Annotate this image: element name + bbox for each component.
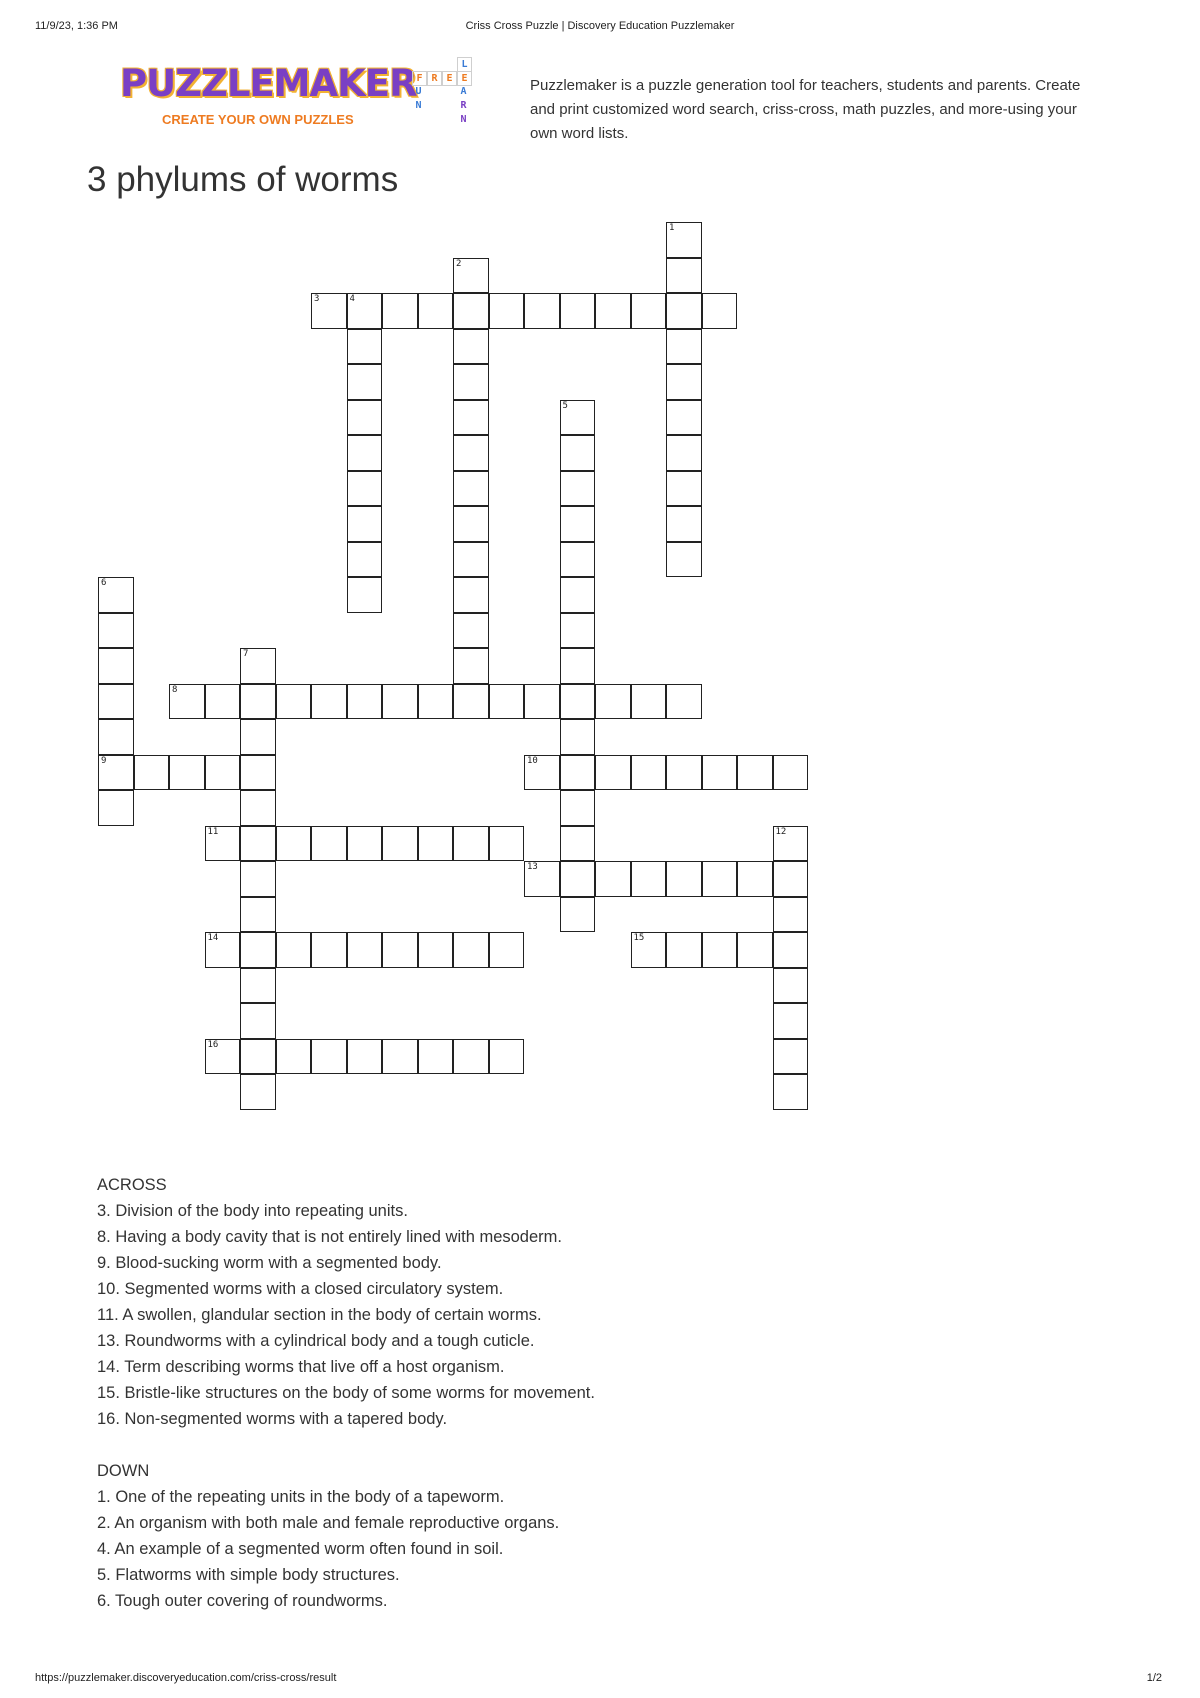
grid-cell[interactable] xyxy=(631,932,667,968)
grid-cell[interactable] xyxy=(773,897,809,933)
grid-cell[interactable] xyxy=(240,826,276,862)
badge-letter: A xyxy=(460,86,467,97)
grid-cell[interactable] xyxy=(773,826,809,862)
badge-letter: E xyxy=(442,71,457,86)
page-title: 3 phylums of worms xyxy=(87,160,399,199)
grid-cell[interactable] xyxy=(453,329,489,365)
grid-cell[interactable] xyxy=(347,826,383,862)
across-clue-list xyxy=(97,1198,595,1432)
grid-cell[interactable] xyxy=(773,968,809,1004)
grid-cell[interactable] xyxy=(489,1039,525,1075)
clue-number: 5 xyxy=(562,400,568,411)
grid-cell[interactable] xyxy=(418,826,454,862)
grid-cell[interactable] xyxy=(240,684,276,720)
grid-cell[interactable] xyxy=(240,790,276,826)
grid-cell[interactable] xyxy=(773,1039,809,1075)
clue-number: 16 xyxy=(207,1039,219,1050)
browser-header-title: Criss Cross Puzzle | Discovery Education Puzzlemaker xyxy=(465,20,735,32)
grid-cell[interactable] xyxy=(453,577,489,613)
grid-cell[interactable] xyxy=(134,755,170,791)
grid-cell[interactable] xyxy=(773,1074,809,1110)
clue-number: 12 xyxy=(775,826,787,837)
grid-cell[interactable] xyxy=(311,932,347,968)
grid-cell[interactable] xyxy=(347,1039,383,1075)
grid-cell[interactable] xyxy=(560,506,596,542)
intro-text: Puzzlemaker is a puzzle generation tool for teachers, students and parents. Create and print customized word search, criss-cross, math puzzles, and more-using your own word lists. xyxy=(530,77,1081,142)
across-clue: 16. Non-segmented worms with a tapered body. xyxy=(97,1410,448,1428)
badge-letter: E xyxy=(457,71,472,86)
grid-cell[interactable] xyxy=(311,684,347,720)
down-clue-list xyxy=(97,1484,595,1614)
grid-cell[interactable] xyxy=(98,719,134,755)
grid-cell[interactable] xyxy=(169,684,205,720)
clue-number: 8 xyxy=(172,684,178,695)
grid-cell[interactable] xyxy=(773,1003,809,1039)
grid-cell[interactable] xyxy=(631,684,667,720)
grid-cell[interactable] xyxy=(347,684,383,720)
grid-cell[interactable] xyxy=(311,826,347,862)
grid-cell[interactable] xyxy=(98,684,134,720)
grid-cell[interactable] xyxy=(666,222,702,258)
clue-number: 7 xyxy=(243,649,249,659)
grid-cell[interactable] xyxy=(595,755,631,791)
clue-number: 3 xyxy=(314,294,320,304)
grid-cell[interactable] xyxy=(382,826,418,862)
clue-number: 10 xyxy=(527,755,538,766)
grid-cell[interactable] xyxy=(98,648,134,684)
clue-number: 2 xyxy=(456,258,462,269)
grid-cell[interactable] xyxy=(347,293,383,329)
grid-cell[interactable] xyxy=(453,613,489,649)
grid-cell[interactable] xyxy=(240,719,276,755)
grid-cell[interactable] xyxy=(702,932,738,968)
grid-cell[interactable] xyxy=(631,755,667,791)
grid-cell[interactable] xyxy=(347,364,383,400)
grid-cell[interactable] xyxy=(702,755,738,791)
grid-cell[interactable] xyxy=(382,293,418,329)
grid-cell[interactable] xyxy=(560,790,596,826)
grid-cell[interactable] xyxy=(560,293,596,329)
grid-cell[interactable] xyxy=(666,329,702,365)
grid-cell[interactable] xyxy=(276,932,312,968)
puzzlemaker-logo[interactable] xyxy=(120,62,417,132)
across-clue: 9. Blood-sucking worm with a segmented body. xyxy=(97,1254,442,1272)
across-clue: 8. Having a body cavity that is not entirely lined with mesoderm. xyxy=(97,1228,562,1246)
browser-footer-page-number: 1/2 xyxy=(1146,1672,1162,1684)
grid-cell[interactable] xyxy=(560,577,596,613)
grid-cell[interactable] xyxy=(666,364,702,400)
grid-cell[interactable] xyxy=(453,471,489,507)
clues-section xyxy=(97,1172,595,1614)
grid-cell[interactable] xyxy=(560,648,596,684)
grid-cell[interactable] xyxy=(560,826,596,862)
grid-cell[interactable] xyxy=(453,506,489,542)
grid-cell[interactable] xyxy=(276,1039,312,1075)
grid-cell[interactable] xyxy=(737,755,773,791)
grid-cell[interactable] xyxy=(240,648,276,684)
grid-cell[interactable] xyxy=(560,861,596,897)
grid-cell[interactable] xyxy=(560,719,596,755)
down-clue: 4. An example of a segmented worm often found in soil. xyxy=(97,1540,504,1558)
grid-cell[interactable] xyxy=(205,755,241,791)
grid-cell[interactable] xyxy=(666,293,702,329)
clue-number: 11 xyxy=(207,826,219,837)
grid-cell[interactable] xyxy=(666,471,702,507)
grid-cell[interactable] xyxy=(418,293,454,329)
grid-cell[interactable] xyxy=(453,435,489,471)
grid-cell[interactable] xyxy=(453,932,489,968)
grid-cell[interactable] xyxy=(98,790,134,826)
grid-cell[interactable] xyxy=(560,755,596,791)
grid-cell[interactable] xyxy=(489,826,525,862)
grid-cell[interactable] xyxy=(311,293,347,329)
grid-cell[interactable] xyxy=(453,364,489,400)
grid-cell[interactable] xyxy=(489,684,525,720)
grid-cell[interactable] xyxy=(666,258,702,294)
across-clue: 10. Segmented worms with a closed circulatory system. xyxy=(97,1280,504,1298)
grid-cell[interactable] xyxy=(418,1039,454,1075)
across-heading: ACROSS xyxy=(97,1176,167,1194)
grid-cell[interactable] xyxy=(524,755,560,791)
grid-cell[interactable] xyxy=(311,1039,347,1075)
across-clue: 14. Term describing worms that live off a host organism. xyxy=(97,1358,505,1376)
badge-letter: F xyxy=(412,71,427,86)
grid-cell[interactable] xyxy=(240,861,276,897)
grid-cell[interactable] xyxy=(418,932,454,968)
down-clue: 1. One of the repeating units in the body of a tapeworm. xyxy=(97,1488,505,1506)
grid-cell[interactable] xyxy=(347,329,383,365)
grid-cell[interactable] xyxy=(240,1003,276,1039)
grid-cell[interactable] xyxy=(453,258,489,294)
grid-cell[interactable] xyxy=(489,293,525,329)
grid-cell[interactable] xyxy=(773,861,809,897)
grid-cell[interactable] xyxy=(347,542,383,578)
grid-cell[interactable] xyxy=(418,684,454,720)
badge-letter: U xyxy=(415,86,422,97)
grid-cell[interactable] xyxy=(240,897,276,933)
grid-cell[interactable] xyxy=(666,435,702,471)
clue-number: 15 xyxy=(633,933,645,943)
grid-cell[interactable] xyxy=(773,932,809,968)
grid-cell[interactable] xyxy=(347,932,383,968)
clue-number: 4 xyxy=(349,294,355,304)
grid-cell[interactable] xyxy=(524,684,560,720)
clue-number: 6 xyxy=(101,578,107,588)
grid-cell[interactable] xyxy=(205,1039,241,1075)
grid-cell[interactable] xyxy=(347,506,383,542)
grid-cell[interactable] xyxy=(453,648,489,684)
grid-cell[interactable] xyxy=(382,932,418,968)
grid-cell[interactable] xyxy=(276,826,312,862)
grid-cell[interactable] xyxy=(347,471,383,507)
grid-cell[interactable] xyxy=(453,542,489,578)
badge-letter: L xyxy=(457,57,472,72)
grid-cell[interactable] xyxy=(560,400,596,436)
browser-footer-url[interactable]: https://puzzlemaker.discoveryeducation.com/criss-cross/result xyxy=(35,1672,337,1684)
across-clue: 15. Bristle-like structures on the body of some worms for movement. xyxy=(97,1384,595,1402)
grid-cell[interactable] xyxy=(773,755,809,791)
grid-cell[interactable] xyxy=(595,861,631,897)
grid-cell[interactable] xyxy=(489,932,525,968)
badge-letter: N xyxy=(415,100,422,111)
grid-cell[interactable] xyxy=(205,684,241,720)
grid-cell[interactable] xyxy=(666,932,702,968)
badge-letter: R xyxy=(427,71,442,86)
grid-cell[interactable] xyxy=(631,861,667,897)
clue-number: 1 xyxy=(669,223,675,233)
grid-cell[interactable] xyxy=(98,755,134,791)
grid-cell[interactable] xyxy=(666,755,702,791)
grid-cell[interactable] xyxy=(524,293,560,329)
grid-cell[interactable] xyxy=(98,577,134,613)
grid-cell[interactable] xyxy=(240,1039,276,1075)
clue-number: 9 xyxy=(101,755,107,766)
logo-wordmark: PUZZLEMAKER xyxy=(120,62,417,105)
grid-cell[interactable] xyxy=(240,1074,276,1110)
clue-number: 14 xyxy=(207,933,219,943)
grid-cell[interactable] xyxy=(666,400,702,436)
grid-cell[interactable] xyxy=(453,1039,489,1075)
down-clue: 2. An organism with both male and female reproductive organs. xyxy=(97,1514,560,1532)
grid-cell[interactable] xyxy=(737,932,773,968)
grid-cell[interactable] xyxy=(205,932,241,968)
grid-cell[interactable] xyxy=(240,932,276,968)
grid-cell[interactable] xyxy=(382,1039,418,1075)
grid-cell[interactable] xyxy=(276,684,312,720)
grid-cell[interactable] xyxy=(595,293,631,329)
across-clue: 3. Division of the body into repeating units. xyxy=(97,1202,408,1220)
grid-cell[interactable] xyxy=(702,293,738,329)
grid-cell[interactable] xyxy=(524,861,560,897)
grid-cell[interactable] xyxy=(560,684,596,720)
grid-cell[interactable] xyxy=(560,435,596,471)
badge-letter: R xyxy=(460,100,467,111)
grid-cell[interactable] xyxy=(702,861,738,897)
grid-cell[interactable] xyxy=(560,613,596,649)
badge-letter: N xyxy=(460,114,467,125)
grid-cell[interactable] xyxy=(666,542,702,578)
grid-cell[interactable] xyxy=(205,826,241,862)
grid-cell[interactable] xyxy=(453,400,489,436)
grid-cell[interactable] xyxy=(98,613,134,649)
grid-cell[interactable] xyxy=(453,826,489,862)
grid-cell[interactable] xyxy=(453,293,489,329)
logo-tagline: CREATE YOUR OWN PUZZLES xyxy=(162,112,354,127)
grid-cell[interactable] xyxy=(595,684,631,720)
grid-cell[interactable] xyxy=(560,542,596,578)
grid-cell[interactable] xyxy=(347,400,383,436)
grid-cell[interactable] xyxy=(347,435,383,471)
down-clue: 5. Flatworms with simple body structures. xyxy=(97,1566,400,1584)
grid-cell[interactable] xyxy=(169,755,205,791)
across-clue: 13. Roundworms with a cylindrical body and a tough cuticle. xyxy=(97,1332,535,1350)
grid-cell[interactable] xyxy=(453,684,489,720)
grid-cell[interactable] xyxy=(631,293,667,329)
grid-cell[interactable] xyxy=(666,506,702,542)
grid-cell[interactable] xyxy=(666,861,702,897)
down-heading: DOWN xyxy=(97,1462,150,1480)
grid-cell[interactable] xyxy=(560,471,596,507)
grid-cell[interactable] xyxy=(666,684,702,720)
down-clue: 6. Tough outer covering of roundworms. xyxy=(97,1592,388,1610)
grid-cell[interactable] xyxy=(240,968,276,1004)
grid-cell[interactable] xyxy=(382,684,418,720)
browser-header-date: 11/9/23, 1:36 PM xyxy=(35,20,118,32)
grid-cell[interactable] xyxy=(560,897,596,933)
clue-number: 13 xyxy=(527,862,538,872)
grid-cell[interactable] xyxy=(347,577,383,613)
across-clue: 11. A swollen, glandular section in the body of certain worms. xyxy=(97,1306,542,1324)
grid-cell[interactable] xyxy=(240,755,276,791)
grid-cell[interactable] xyxy=(737,861,773,897)
free-fun-learn-badge xyxy=(412,57,472,135)
